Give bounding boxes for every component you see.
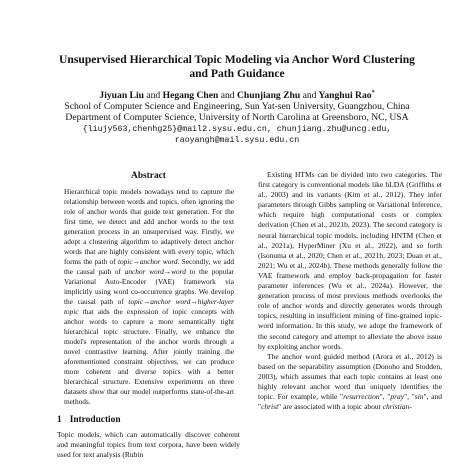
and-word: and — [220, 90, 235, 101]
abstract-emphasis: topic→anchor word — [117, 257, 178, 266]
body-emphasis: pray — [390, 392, 405, 402]
abstract-text-part: that aids the expression of topic concepts with anchor words to capture a more semantically tight hierarchical topic structure. Finally, we enhance the model's representation of the anchor words through a novel contrastive learning. After jointly training the aforementioned constraint objectives, we can produce more coherent and diverse topics with a better hierarchical structure. Extensive experiments on three datasets show that our model outperforms state-of-the-art methods. — [64, 307, 234, 406]
body-text-part: ", and " — [258, 392, 443, 412]
body-text-part: The anchor word guided method (Arora et al., 2012) is based on the separability assumption (Donoho and Stodden, 2003), which assumes that each topic contains at least one highly relevant anchor word that uniquely identifies the topic. For example, while " — [258, 351, 442, 402]
author-name: Hegang Chen — [162, 90, 219, 101]
body-emphasis: christian- — [382, 402, 412, 412]
left-column — [57, 170, 240, 460]
abstract-emphasis: topic→anchor word→higher-layer topic — [64, 297, 234, 316]
introduction-text: Topic models, which can automatically discover coherent and meaningful topics from text corpora, have been widely used for text analysis (Rubin — [57, 430, 240, 460]
author-emails: {liujy563,chenhg25}@mail2.sysu.edu.cn, chunjiang.zhu@uncg.edu, — [82, 124, 392, 134]
author-name: Yanghui Rao — [318, 90, 372, 101]
and-word: and — [146, 90, 161, 101]
abstract-text-part: to the popular Variational Auto-Encoder (VAE) framework via implicitly using word co-occurrence graphs. We develop the causal path of — [64, 267, 234, 306]
body-text-part: ", " — [404, 392, 415, 402]
section-heading-introduction — [57, 414, 240, 426]
body-emphasis: sin — [414, 392, 424, 402]
section-title: Introduction — [69, 415, 121, 425]
right-column — [258, 170, 442, 412]
author-block — [30, 90, 444, 146]
title-line-1: Unsupervised Hierarchical Topic Modeling via Anchor Word Clustering — [59, 53, 415, 66]
affiliation: Department of Computer Science, University of North Carolina at Greensboro, NC, USA — [65, 112, 409, 124]
body-emphasis: christ — [261, 402, 279, 412]
paper-title — [40, 53, 434, 81]
corresponding-author-mark: * — [371, 89, 375, 96]
body-emphasis: resurrection — [343, 392, 380, 402]
abstract-text-part: . Secondly, we add the causal path of — [64, 257, 234, 276]
author-emails: raoyangh@mail.sysu.edu.cn — [174, 135, 300, 145]
abstract-emphasis: anchor word→word — [124, 267, 186, 276]
abstract-heading: Abstract — [131, 171, 166, 181]
author-name: Jiyuan Liu — [99, 90, 144, 101]
title-line-2: and Path Guidance — [189, 67, 285, 80]
affiliation: School of Computer Science and Engineering, Sun Yat-sen University, Guangzhou, China — [64, 101, 410, 113]
body-text-part: ", " — [379, 392, 391, 402]
body-text-part: " are associated with a topic about — [278, 402, 383, 412]
abstract-text-part: Hierarchical topic models nowadays tend to capture the relationship between words and topics, often ignoring the role of anchor words that guide text generation. For the first time, we detect and add anchor words to the text generation process in an unsupervised way. Firstly, we adopt a clustering algorithm to adaptively detect anchor words that are highly consistent with every topic, which forms the path of — [64, 187, 234, 266]
section-number: 1 — [57, 415, 62, 425]
body-paragraph: Existing HTMs can be divided into two categories. The first category is conventional models like hLDA (Griffiths et al., 2003) and its variants (Kim et al., 2012). They infer parameters through Gibbs sampling or Variational Inference, which require high computational costs or complex derivation (Chen et al., 2021b, 2023). The second category is neural hierarchical topic models, including HNTM (Chen et al., 2021a), HyperMiner (Xu et al., 2022), and so forth (Isonuma et al., 2020; Chen et al., 2021b, 2023; Duan et al., 2021; Wu et al., 2024b). These methods generally follow the VAE framework and employ back-propagation for faster parameter inferences (Wu et al., 2024a). However, the generation process of most previous methods overlooks the role of anchor words and directly generates words through topics, resulting in insufficient mining of fine-grained topic-word information. In this study, we adopt the framework of the second category and attempt to alleviate the above issue by exploiting anchor words. — [258, 170, 442, 351]
author-name: Chunjiang Zhu — [237, 90, 301, 101]
and-word: and — [302, 90, 317, 101]
body-paragraph — [258, 352, 442, 413]
abstract-text — [64, 187, 234, 407]
author-names — [30, 90, 444, 101]
